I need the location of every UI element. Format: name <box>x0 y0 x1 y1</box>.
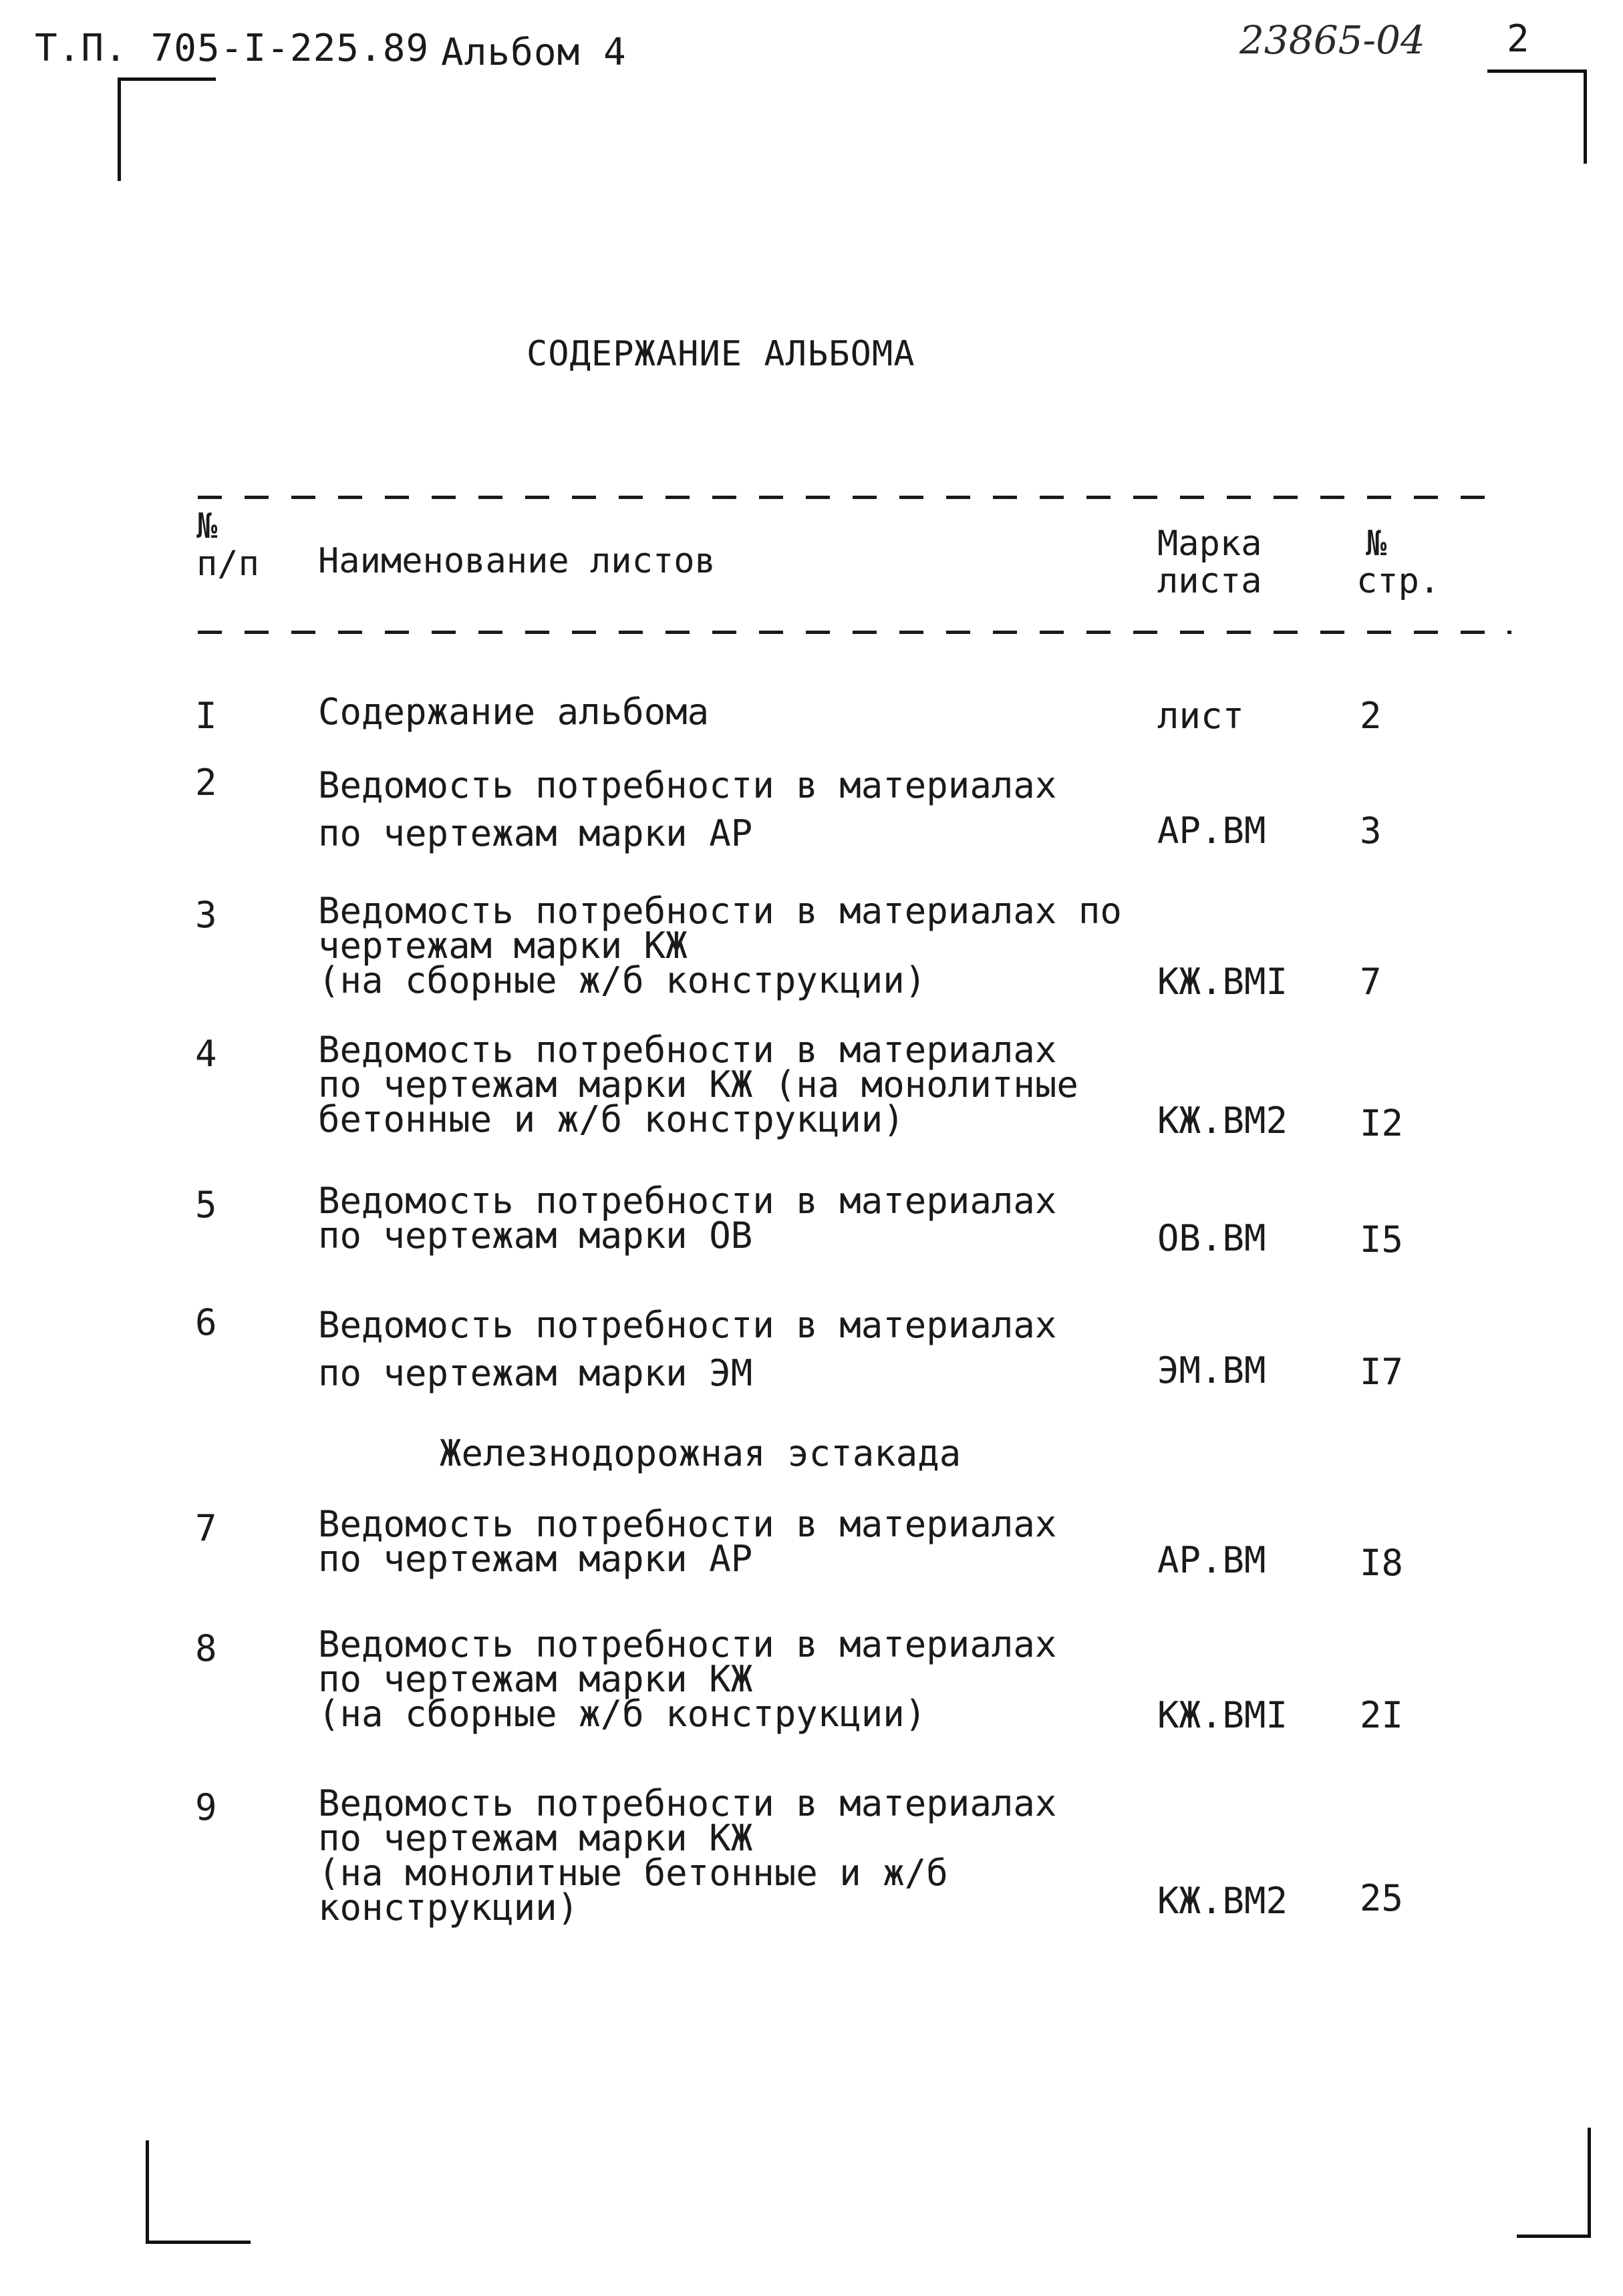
column-header-page: № стр. <box>1356 524 1441 601</box>
album-label: Альбом 4 <box>441 31 627 74</box>
column-header-num: № п/п <box>196 506 259 584</box>
corner-bracket-bottom-right <box>1517 2128 1591 2238</box>
corner-bracket-top-left <box>118 77 216 181</box>
handwritten-number: 23865-04 <box>1239 17 1425 63</box>
section-heading: Железнодорожная эстакада <box>440 1432 962 1474</box>
header-rule-bottom <box>198 631 1511 634</box>
column-header-name: Наименование листов <box>318 541 716 581</box>
document-code: Т.П. 705-I-225.89 <box>35 27 430 70</box>
header-rule-top <box>198 496 1494 499</box>
corner-bracket-top-right <box>1487 69 1587 164</box>
corner-bracket-bottom-left <box>146 2140 251 2244</box>
page-title: СОДЕРЖАНИЕ АЛЬБОМА <box>527 334 915 374</box>
page-number: 2 <box>1507 17 1530 61</box>
column-header-mark: Марка листа <box>1157 524 1262 601</box>
